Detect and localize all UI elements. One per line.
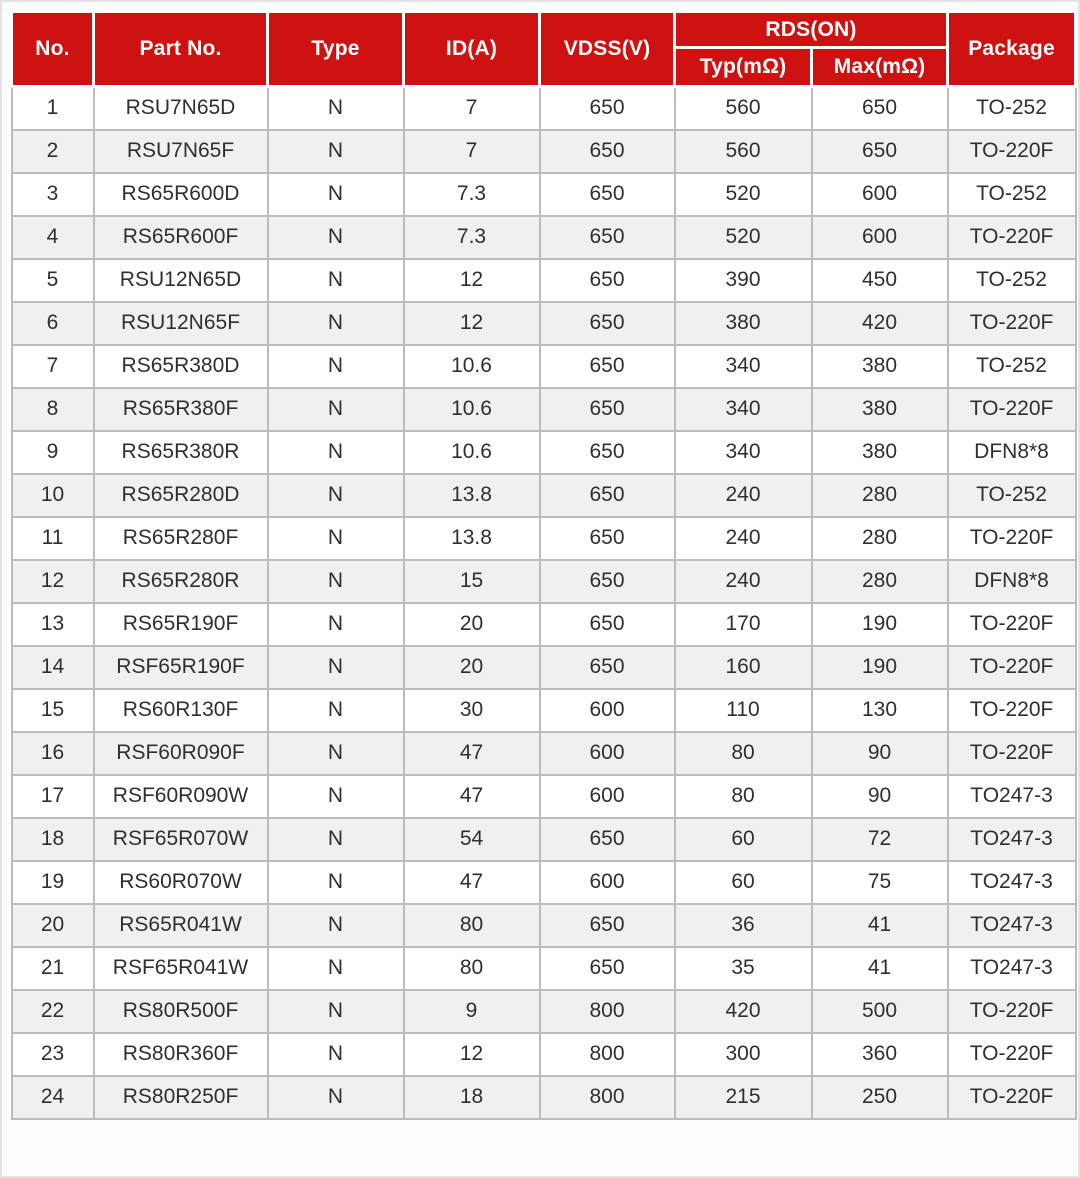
cell-part-no: RS65R280R: [94, 560, 268, 603]
cell-rds-typ: 520: [675, 173, 812, 216]
cell-rds-max: 41: [812, 947, 948, 990]
table-row: [12, 130, 1076, 173]
table-row: [12, 603, 1076, 646]
cell-package: TO-220F: [948, 216, 1076, 259]
cell-vdss: 650: [540, 431, 675, 474]
col-header-vdss: VDSS(V): [540, 12, 675, 87]
cell-rds-typ: 240: [675, 474, 812, 517]
cell-no: 8: [12, 388, 94, 431]
cell-rds-max: 280: [812, 560, 948, 603]
cell-part-no: RSF60R090F: [94, 732, 268, 775]
table-row: [12, 689, 1076, 732]
cell-part-no: RS80R500F: [94, 990, 268, 1033]
cell-type: N: [268, 87, 404, 130]
mosfet-spec-table: [10, 10, 1077, 1120]
cell-part-no: RS65R041W: [94, 904, 268, 947]
cell-type: N: [268, 517, 404, 560]
cell-no: 13: [12, 603, 94, 646]
cell-part-no: RSU12N65F: [94, 302, 268, 345]
col-header-no: No.: [12, 12, 94, 87]
cell-type: N: [268, 388, 404, 431]
table-row: [12, 861, 1076, 904]
table-row: [12, 732, 1076, 775]
cell-no: 17: [12, 775, 94, 818]
cell-id: 7: [404, 87, 540, 130]
cell-rds-max: 250: [812, 1076, 948, 1119]
cell-package: TO247-3: [948, 818, 1076, 861]
table-row: [12, 302, 1076, 345]
cell-package: TO-252: [948, 259, 1076, 302]
cell-part-no: RSF65R190F: [94, 646, 268, 689]
cell-no: 22: [12, 990, 94, 1033]
col-header-rds-on: RDS(ON): [675, 12, 948, 48]
col-header-package: Package: [948, 12, 1076, 87]
cell-rds-typ: 240: [675, 560, 812, 603]
cell-no: 2: [12, 130, 94, 173]
cell-package: TO-220F: [948, 1076, 1076, 1119]
cell-vdss: 650: [540, 560, 675, 603]
table-body: [12, 87, 1076, 1119]
cell-type: N: [268, 861, 404, 904]
cell-package: TO-220F: [948, 603, 1076, 646]
cell-type: N: [268, 1033, 404, 1076]
cell-part-no: RS80R250F: [94, 1076, 268, 1119]
cell-type: N: [268, 990, 404, 1033]
cell-part-no: RS65R190F: [94, 603, 268, 646]
cell-no: 23: [12, 1033, 94, 1076]
cell-no: 18: [12, 818, 94, 861]
cell-package: TO247-3: [948, 861, 1076, 904]
cell-rds-typ: 560: [675, 87, 812, 130]
cell-id: 18: [404, 1076, 540, 1119]
cell-rds-typ: 380: [675, 302, 812, 345]
cell-type: N: [268, 216, 404, 259]
table-row: [12, 947, 1076, 990]
header-row-main: [12, 12, 1076, 48]
cell-type: N: [268, 603, 404, 646]
cell-rds-typ: 240: [675, 517, 812, 560]
cell-id: 7: [404, 130, 540, 173]
table-row: [12, 259, 1076, 302]
cell-rds-max: 650: [812, 87, 948, 130]
cell-package: TO-252: [948, 474, 1076, 517]
cell-package: TO-252: [948, 173, 1076, 216]
cell-type: N: [268, 560, 404, 603]
table-row: [12, 904, 1076, 947]
cell-no: 6: [12, 302, 94, 345]
cell-part-no: RSF65R070W: [94, 818, 268, 861]
cell-id: 13.8: [404, 517, 540, 560]
table-row: [12, 818, 1076, 861]
cell-id: 7.3: [404, 173, 540, 216]
cell-type: N: [268, 431, 404, 474]
cell-rds-typ: 60: [675, 861, 812, 904]
cell-id: 47: [404, 861, 540, 904]
table-row: [12, 517, 1076, 560]
table-row: [12, 345, 1076, 388]
cell-vdss: 600: [540, 861, 675, 904]
cell-id: 20: [404, 603, 540, 646]
cell-vdss: 650: [540, 818, 675, 861]
cell-rds-max: 280: [812, 517, 948, 560]
cell-vdss: 650: [540, 130, 675, 173]
cell-vdss: 650: [540, 603, 675, 646]
cell-part-no: RS60R070W: [94, 861, 268, 904]
cell-type: N: [268, 259, 404, 302]
cell-part-no: RSF65R041W: [94, 947, 268, 990]
table-row: [12, 388, 1076, 431]
cell-rds-typ: 35: [675, 947, 812, 990]
cell-vdss: 600: [540, 732, 675, 775]
cell-vdss: 650: [540, 87, 675, 130]
cell-vdss: 650: [540, 345, 675, 388]
cell-rds-typ: 340: [675, 431, 812, 474]
table-header: [12, 12, 1076, 87]
cell-no: 10: [12, 474, 94, 517]
cell-no: 12: [12, 560, 94, 603]
cell-part-no: RSF60R090W: [94, 775, 268, 818]
cell-no: 1: [12, 87, 94, 130]
cell-type: N: [268, 345, 404, 388]
cell-rds-typ: 300: [675, 1033, 812, 1076]
cell-type: N: [268, 689, 404, 732]
cell-part-no: RS65R380D: [94, 345, 268, 388]
cell-no: 5: [12, 259, 94, 302]
cell-rds-typ: 390: [675, 259, 812, 302]
cell-id: 10.6: [404, 388, 540, 431]
cell-id: 10.6: [404, 345, 540, 388]
cell-part-no: RSU7N65F: [94, 130, 268, 173]
cell-rds-typ: 110: [675, 689, 812, 732]
cell-vdss: 800: [540, 1076, 675, 1119]
cell-type: N: [268, 904, 404, 947]
cell-no: 7: [12, 345, 94, 388]
cell-type: N: [268, 130, 404, 173]
table-row: [12, 87, 1076, 130]
col-header-rds-max: Max(mΩ): [812, 48, 948, 87]
cell-type: N: [268, 947, 404, 990]
cell-type: N: [268, 646, 404, 689]
cell-vdss: 650: [540, 517, 675, 560]
cell-package: DFN8*8: [948, 560, 1076, 603]
cell-rds-max: 500: [812, 990, 948, 1033]
cell-rds-max: 380: [812, 431, 948, 474]
cell-id: 10.6: [404, 431, 540, 474]
cell-type: N: [268, 1076, 404, 1119]
cell-type: N: [268, 302, 404, 345]
cell-part-no: RS80R360F: [94, 1033, 268, 1076]
col-header-type: Type: [268, 12, 404, 87]
cell-no: 3: [12, 173, 94, 216]
cell-part-no: RS65R280F: [94, 517, 268, 560]
cell-id: 12: [404, 302, 540, 345]
cell-id: 12: [404, 1033, 540, 1076]
table-row: [12, 775, 1076, 818]
cell-rds-max: 420: [812, 302, 948, 345]
cell-vdss: 650: [540, 259, 675, 302]
cell-vdss: 650: [540, 474, 675, 517]
cell-id: 7.3: [404, 216, 540, 259]
cell-type: N: [268, 775, 404, 818]
cell-vdss: 650: [540, 216, 675, 259]
table-row: [12, 990, 1076, 1033]
col-header-part-no: Part No.: [94, 12, 268, 87]
cell-no: 16: [12, 732, 94, 775]
cell-no: 15: [12, 689, 94, 732]
cell-rds-typ: 36: [675, 904, 812, 947]
cell-no: 20: [12, 904, 94, 947]
cell-package: TO-220F: [948, 689, 1076, 732]
cell-vdss: 650: [540, 302, 675, 345]
table-row: [12, 560, 1076, 603]
cell-rds-typ: 340: [675, 388, 812, 431]
cell-package: TO247-3: [948, 904, 1076, 947]
cell-no: 4: [12, 216, 94, 259]
cell-vdss: 600: [540, 689, 675, 732]
cell-rds-typ: 560: [675, 130, 812, 173]
cell-vdss: 800: [540, 990, 675, 1033]
cell-id: 30: [404, 689, 540, 732]
cell-id: 13.8: [404, 474, 540, 517]
cell-package: TO247-3: [948, 947, 1076, 990]
cell-vdss: 600: [540, 775, 675, 818]
cell-package: TO-252: [948, 345, 1076, 388]
cell-rds-typ: 80: [675, 732, 812, 775]
cell-vdss: 800: [540, 1033, 675, 1076]
cell-part-no: RSU7N65D: [94, 87, 268, 130]
cell-rds-max: 600: [812, 173, 948, 216]
cell-vdss: 650: [540, 904, 675, 947]
cell-no: 11: [12, 517, 94, 560]
cell-no: 19: [12, 861, 94, 904]
cell-package: TO-220F: [948, 517, 1076, 560]
table-row: [12, 1033, 1076, 1076]
cell-id: 47: [404, 775, 540, 818]
col-header-rds-typ: Typ(mΩ): [675, 48, 812, 87]
cell-rds-typ: 340: [675, 345, 812, 388]
cell-id: 47: [404, 732, 540, 775]
cell-type: N: [268, 474, 404, 517]
cell-id: 80: [404, 947, 540, 990]
cell-part-no: RS65R600F: [94, 216, 268, 259]
table-row: [12, 474, 1076, 517]
table-row: [12, 1076, 1076, 1119]
cell-package: TO-220F: [948, 990, 1076, 1033]
cell-rds-typ: 60: [675, 818, 812, 861]
cell-part-no: RS65R280D: [94, 474, 268, 517]
cell-part-no: RS65R600D: [94, 173, 268, 216]
cell-no: 14: [12, 646, 94, 689]
cell-type: N: [268, 732, 404, 775]
cell-package: TO-220F: [948, 732, 1076, 775]
cell-rds-max: 75: [812, 861, 948, 904]
cell-rds-typ: 420: [675, 990, 812, 1033]
cell-rds-max: 650: [812, 130, 948, 173]
cell-package: TO-220F: [948, 302, 1076, 345]
cell-package: DFN8*8: [948, 431, 1076, 474]
cell-rds-max: 130: [812, 689, 948, 732]
cell-rds-typ: 160: [675, 646, 812, 689]
cell-id: 80: [404, 904, 540, 947]
cell-rds-max: 41: [812, 904, 948, 947]
cell-package: TO-220F: [948, 646, 1076, 689]
cell-part-no: RS65R380R: [94, 431, 268, 474]
cell-vdss: 650: [540, 646, 675, 689]
cell-package: TO-220F: [948, 130, 1076, 173]
cell-rds-max: 90: [812, 732, 948, 775]
cell-rds-max: 90: [812, 775, 948, 818]
cell-type: N: [268, 173, 404, 216]
cell-rds-typ: 215: [675, 1076, 812, 1119]
table-row: [12, 431, 1076, 474]
cell-part-no: RS60R130F: [94, 689, 268, 732]
cell-part-no: RSU12N65D: [94, 259, 268, 302]
cell-id: 12: [404, 259, 540, 302]
cell-rds-max: 190: [812, 603, 948, 646]
cell-package: TO247-3: [948, 775, 1076, 818]
cell-package: TO-220F: [948, 388, 1076, 431]
cell-rds-max: 190: [812, 646, 948, 689]
cell-no: 9: [12, 431, 94, 474]
cell-vdss: 650: [540, 173, 675, 216]
cell-rds-max: 600: [812, 216, 948, 259]
cell-rds-typ: 520: [675, 216, 812, 259]
cell-rds-max: 360: [812, 1033, 948, 1076]
cell-rds-max: 380: [812, 388, 948, 431]
cell-type: N: [268, 818, 404, 861]
cell-rds-typ: 80: [675, 775, 812, 818]
cell-id: 20: [404, 646, 540, 689]
cell-vdss: 650: [540, 947, 675, 990]
col-header-id: ID(A): [404, 12, 540, 87]
cell-id: 54: [404, 818, 540, 861]
cell-rds-typ: 170: [675, 603, 812, 646]
cell-id: 9: [404, 990, 540, 1033]
cell-package: TO-252: [948, 87, 1076, 130]
table-row: [12, 173, 1076, 216]
cell-rds-max: 380: [812, 345, 948, 388]
cell-no: 21: [12, 947, 94, 990]
cell-vdss: 650: [540, 388, 675, 431]
table-row: [12, 216, 1076, 259]
cell-part-no: RS65R380F: [94, 388, 268, 431]
cell-package: TO-220F: [948, 1033, 1076, 1076]
cell-rds-max: 450: [812, 259, 948, 302]
cell-no: 24: [12, 1076, 94, 1119]
cell-id: 15: [404, 560, 540, 603]
cell-rds-max: 72: [812, 818, 948, 861]
cell-rds-max: 280: [812, 474, 948, 517]
table-row: [12, 646, 1076, 689]
